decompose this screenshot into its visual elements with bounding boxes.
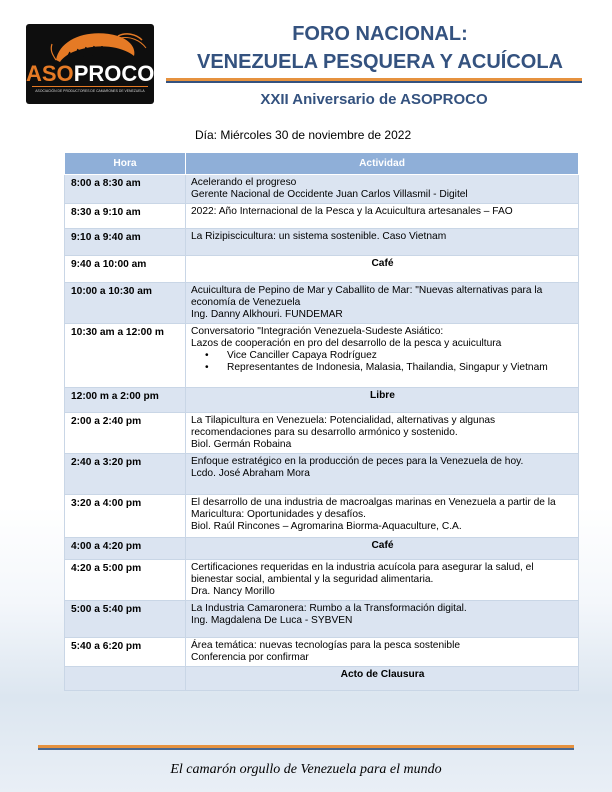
list-item bbox=[191, 350, 574, 362]
activity-line: Lcdo. José Abraham Mora bbox=[191, 468, 310, 479]
schedule-row bbox=[65, 413, 579, 454]
schedule-row bbox=[65, 388, 579, 413]
schedule-row bbox=[65, 538, 579, 560]
row-activity bbox=[186, 204, 579, 229]
logo-word-aso: ASO bbox=[26, 61, 74, 86]
row-activity bbox=[186, 601, 579, 638]
activity-line: La Rizipiscicultura: un sistema sostenible. Caso Vietnam bbox=[191, 231, 447, 242]
forum-title-line1: FORO NACIONAL: bbox=[292, 23, 468, 45]
footer-slogan: El camarón orgullo de Venezuela para el mundo bbox=[170, 762, 442, 777]
activity-line: Conferencia por confirmar bbox=[191, 652, 309, 663]
row-activity bbox=[186, 560, 579, 601]
activity-line: Acelerando el progreso bbox=[191, 177, 297, 188]
row-activity bbox=[186, 229, 579, 256]
row-time: 12:00 m a 2:00 pm bbox=[65, 388, 186, 413]
bullet-icon: • bbox=[205, 362, 209, 373]
row-time: 2:40 a 3:20 pm bbox=[65, 454, 186, 495]
forum-title-line2: VENEZUELA PESQUERA Y ACUÍCOLA bbox=[197, 51, 563, 73]
asoproco-logo bbox=[26, 24, 154, 104]
schedule-row bbox=[65, 175, 579, 204]
schedule-row bbox=[65, 638, 579, 667]
activity-line: 2022: Año Internacional de la Pesca y la Acuicultura artesanales – FAO bbox=[191, 206, 513, 217]
schedule-row bbox=[65, 454, 579, 495]
activity-line: Biol. Raúl Rincones – Agromarina Biorma-Aquaculture, C.A. bbox=[191, 521, 462, 532]
row-time: 4:00 a 4:20 pm bbox=[65, 538, 186, 560]
row-time bbox=[65, 667, 186, 691]
schedule-table bbox=[64, 152, 579, 691]
row-time: 5:00 a 5:40 pm bbox=[65, 601, 186, 638]
speaker-list bbox=[191, 350, 574, 374]
activity-line: Acuicultura de Pepino de Mar y Caballito de Mar: "Nuevas alternativas para la economía de Venezuela bbox=[191, 285, 543, 308]
table-header-row bbox=[65, 153, 579, 175]
schedule-row bbox=[65, 283, 579, 324]
activity-line: La Tilapicultura en Venezuela: Potencialidad, alternativas y algunas recomendaciones para su desarrollo armónico y sostenido. bbox=[191, 415, 496, 438]
row-time: 5:40 a 6:20 pm bbox=[65, 638, 186, 667]
row-activity: Café bbox=[186, 256, 579, 283]
schedule-row bbox=[65, 204, 579, 229]
activity-line: Certificaciones requeridas en la industria acuícola para asegurar la salud, el bienestar social, ambiental y la seguridad alimentaria. bbox=[191, 562, 534, 585]
row-time: 4:20 a 5:00 pm bbox=[65, 560, 186, 601]
row-activity: Acto de Clausura bbox=[186, 667, 579, 691]
activity-line: Dra. Nancy Morillo bbox=[191, 586, 275, 597]
activity-line: Biol. Germán Robaina bbox=[191, 439, 292, 450]
schedule-row bbox=[65, 667, 579, 691]
activity-line: Conversatorio "Integración Venezuela-Sudeste Asiático: bbox=[191, 326, 444, 337]
activity-line: Ing. Magdalena De Luca - SYBVEN bbox=[191, 615, 353, 626]
row-time: 10:00 a 10:30 am bbox=[65, 283, 186, 324]
footer-rule-blue bbox=[38, 748, 574, 750]
activity-line: Área temática: nuevas tecnologías para la pesca sostenible bbox=[191, 640, 460, 651]
schedule-row bbox=[65, 560, 579, 601]
schedule-row bbox=[65, 324, 579, 388]
event-date: Día: Miércoles 30 de noviembre de 2022 bbox=[195, 128, 412, 142]
logo-word-proco: PROCO bbox=[73, 61, 154, 86]
schedule-row bbox=[65, 601, 579, 638]
activity-line: La Industria Camaronera: Rumbo a la Transformación digital. bbox=[191, 603, 467, 614]
activity-line: Ing. Danny Alkhouri. FUNDEMAR bbox=[191, 309, 343, 320]
schedule-row bbox=[65, 229, 579, 256]
bullet-icon: • bbox=[205, 350, 209, 361]
row-activity bbox=[186, 413, 579, 454]
row-activity bbox=[186, 283, 579, 324]
schedule-body bbox=[65, 175, 579, 691]
row-activity bbox=[186, 638, 579, 667]
activity-line: Lazos de cooperación en pro del desarrollo de la pesca y acuicultura bbox=[191, 338, 502, 349]
activity-line: El desarrollo de una industria de macroalgas marinas en Venezuela a partir de la Maricultura: Oportunidades y desafíos. bbox=[191, 497, 556, 520]
list-item-text: Vice Canciller Capaya Rodríguez bbox=[227, 350, 377, 361]
row-time: 2:00 a 2:40 pm bbox=[65, 413, 186, 454]
row-time: 9:40 a 10:00 am bbox=[65, 256, 186, 283]
row-time: 3:20 a 4:00 pm bbox=[65, 495, 186, 538]
row-activity bbox=[186, 454, 579, 495]
header-rule-blue bbox=[166, 81, 582, 83]
anniversary-subtitle: XXII Aniversario de ASOPROCO bbox=[260, 91, 488, 108]
row-activity bbox=[186, 324, 579, 388]
row-activity bbox=[186, 495, 579, 538]
column-header-hora: Hora bbox=[65, 153, 186, 175]
row-time: 10:30 am a 12:00 m bbox=[65, 324, 186, 388]
row-time: 9:10 a 9:40 am bbox=[65, 229, 186, 256]
row-activity: Libre bbox=[186, 388, 579, 413]
row-time: 8:00 a 8:30 am bbox=[65, 175, 186, 204]
schedule-row bbox=[65, 256, 579, 283]
list-item-text: Representantes de Indonesia, Malasia, Thailandia, Singapur y Vietnam bbox=[227, 362, 548, 373]
row-activity bbox=[186, 175, 579, 204]
column-header-actividad: Actividad bbox=[186, 153, 579, 175]
activity-line: Enfoque estratégico en la producción de peces para la Venezuela de hoy. bbox=[191, 456, 524, 467]
list-item bbox=[191, 362, 574, 374]
schedule-row bbox=[65, 495, 579, 538]
row-time: 8:30 a 9:10 am bbox=[65, 204, 186, 229]
logo-subtext: ASOCIACIÓN DE PRODUCTORES DE CAMARONES DE VENEZUELA bbox=[35, 89, 145, 93]
row-activity: Café bbox=[186, 538, 579, 560]
logo-wordmark bbox=[26, 62, 154, 86]
activity-line: Gerente Nacional de Occidente Juan Carlos Villasmil - Digitel bbox=[191, 189, 468, 200]
